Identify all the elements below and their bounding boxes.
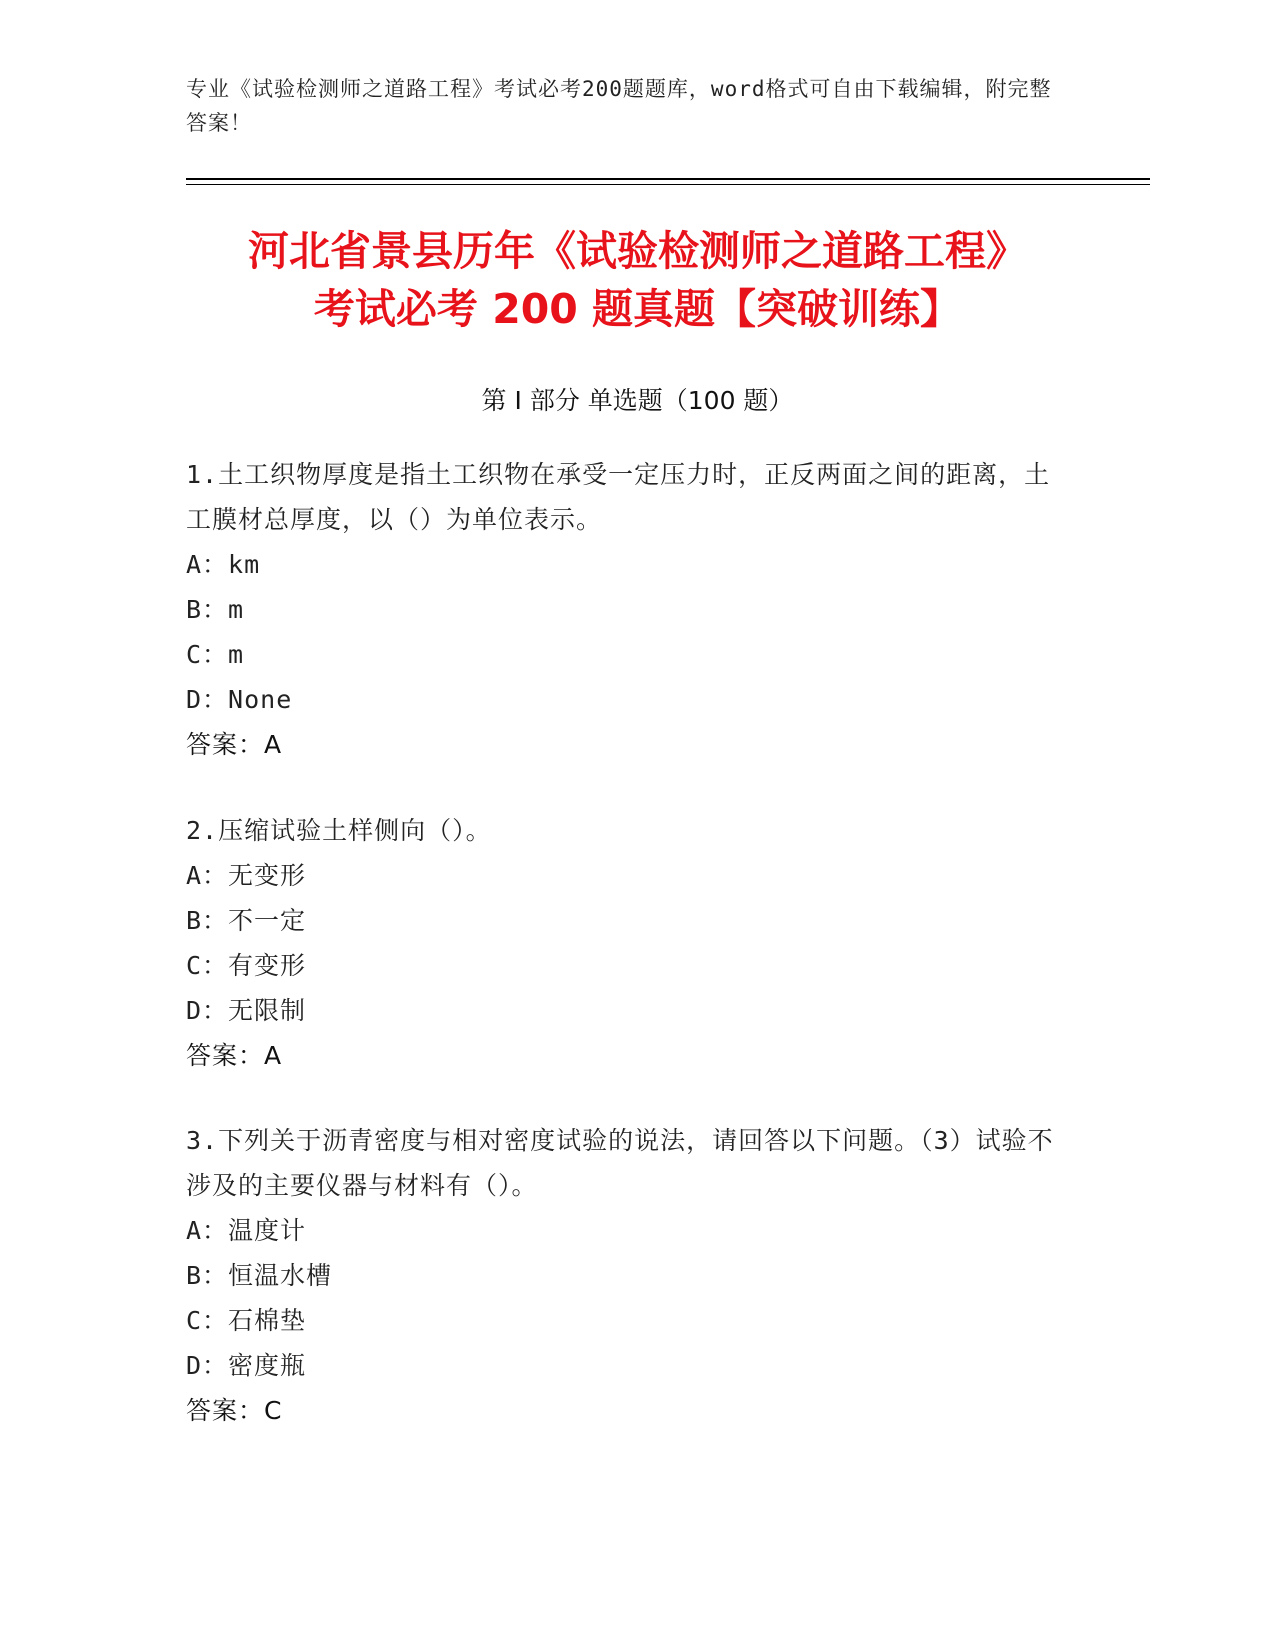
answer: 答案：C	[186, 1396, 283, 1425]
header-divider-thick	[186, 178, 1150, 180]
section-title: 第 I 部分 单选题（100 题）	[481, 386, 794, 415]
question-3	[186, 1118, 1066, 1433]
header-divider-thin	[186, 184, 1150, 185]
title-line-2: 考试必考 200 题真题【突破训练】	[313, 285, 962, 333]
option-d: D：无限制	[186, 996, 307, 1025]
answer: 答案：A	[186, 730, 283, 759]
question-2	[186, 808, 1066, 1078]
option-a: A：温度计	[186, 1216, 307, 1245]
option-d: D：密度瓶	[186, 1351, 307, 1380]
question-stem: 3.下列关于沥青密度与相对密度试验的说法，请回答以下问题。（3）试验不涉及的主要仪器与材料有（）。	[186, 1126, 1054, 1200]
option-a: A：km	[186, 550, 261, 579]
answer: 答案：A	[186, 1041, 283, 1070]
question-stem: 1.土工织物厚度是指土工织物在承受一定压力时，正反两面之间的距离，土工膜材总厚度，以（）为单位表示。	[186, 460, 1051, 534]
option-b: B：不一定	[186, 906, 307, 935]
question-1	[186, 452, 1066, 767]
option-d: D：None	[186, 685, 293, 714]
header-note: 专业《试验检测师之道路工程》考试必考200题题库，word格式可自由下载编辑，附完整答案！	[186, 77, 1052, 135]
option-c: C：m	[186, 640, 245, 669]
question-stem: 2.压缩试验土样侧向（）。	[186, 816, 492, 845]
document-title	[140, 222, 1135, 338]
option-c: C：有变形	[186, 951, 307, 980]
option-b: B：恒温水槽	[186, 1261, 333, 1290]
option-c: C：石棉垫	[186, 1306, 307, 1335]
option-a: A：无变形	[186, 861, 307, 890]
option-b: B：m	[186, 595, 245, 624]
title-line-1: 河北省景县历年《试验检测师之道路工程》	[248, 227, 1027, 275]
